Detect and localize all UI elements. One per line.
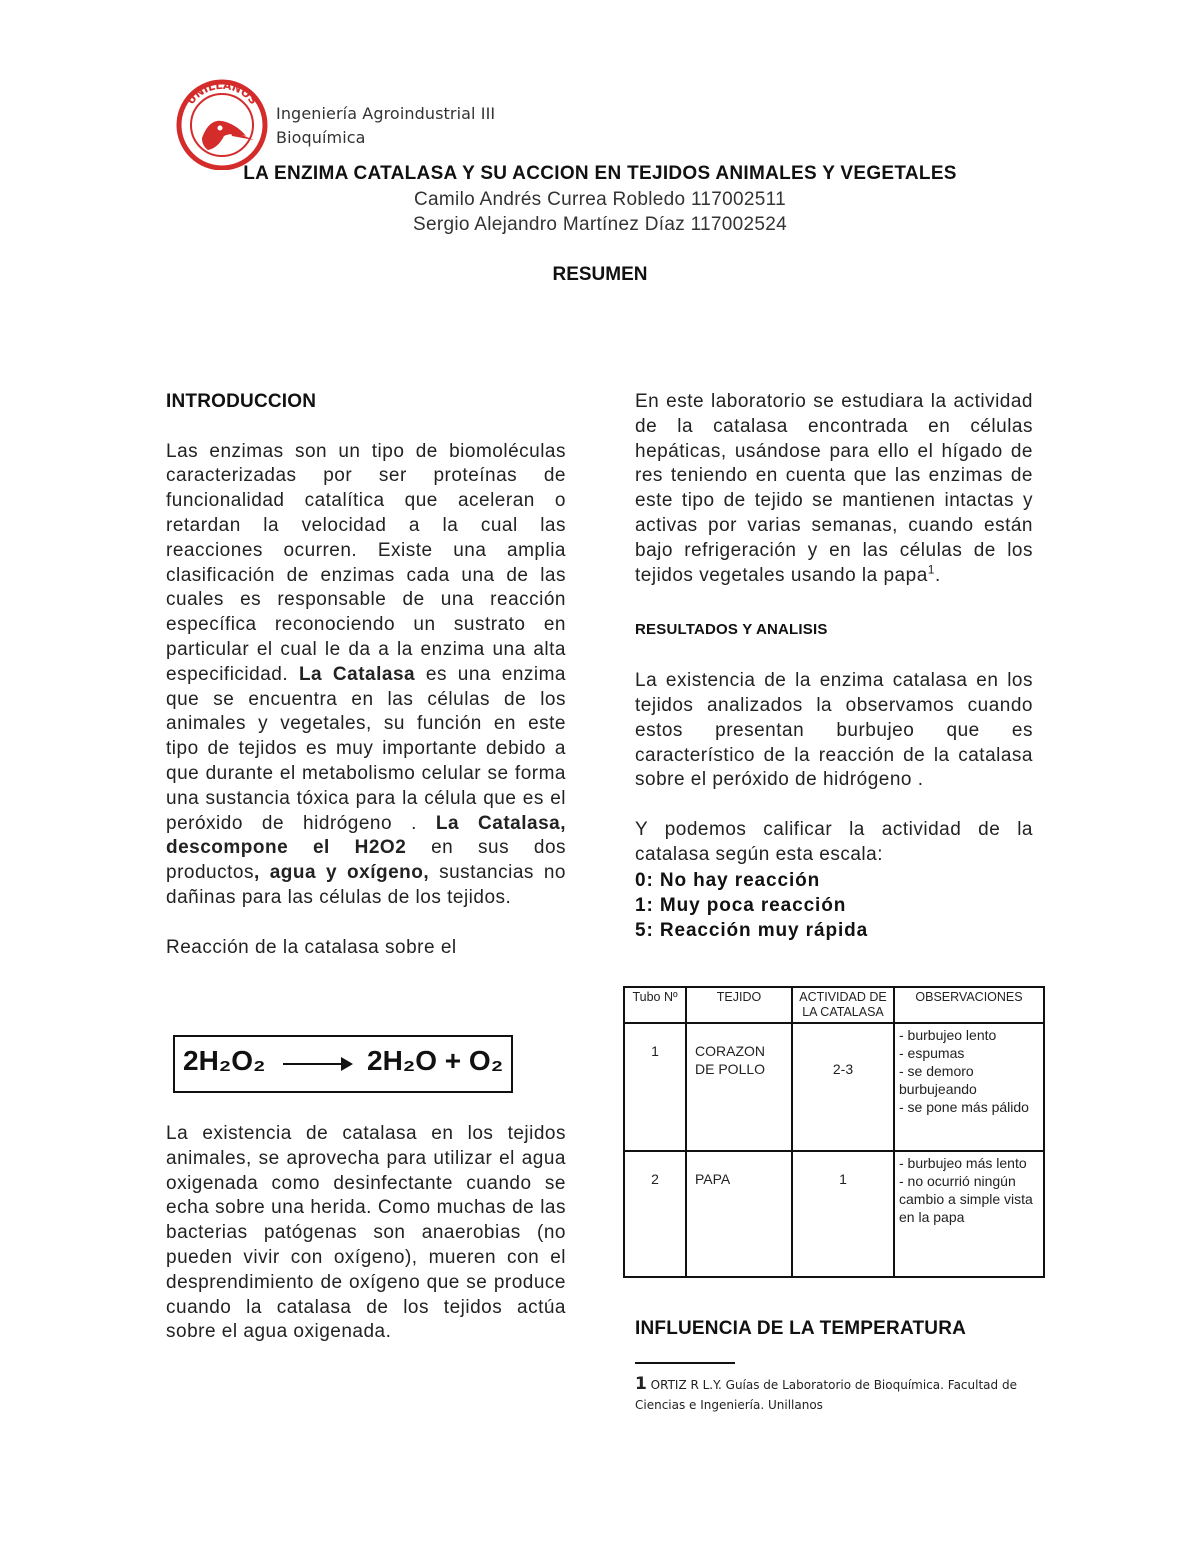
cell-tubo: 2 [624,1151,686,1277]
cell-actividad: 2-3 [792,1023,894,1151]
cell-observaciones [894,1151,1044,1277]
university-logo [172,78,272,170]
table-header-row [624,987,1044,1023]
document-title: LA ENZIMA CATALASA Y SU ACCION EN TEJIDOS ANIMALES Y VEGETALES [243,163,957,184]
right-column [635,390,1033,943]
observation: - burbujeo más lento [899,1155,1027,1171]
reaction-arrow-icon [283,1063,347,1065]
arrow-head-icon [341,1057,353,1071]
observation: - burbujeo lento [899,1027,997,1043]
observation: - se demoro burbujeando [899,1063,977,1097]
results-paragraph: La existencia de la enzima catalasa en los tejidos analizados la observamos cuando estos presentan burbujeo que es característico de la reacción de la catalasa sobre el peróxido de hidrógeno . [635,670,1033,791]
intro-paragraph: Las enzimas son un tipo de biomoléculas caracterizadas por ser proteínas de funcionalidad catalítica que aceleran o retardan la velocidad a la cual las reacciones ocurren. Existe una amplia clasificación de enzimas cada una de las cuales es responsable de una reacción específica reconociendo un sustrato en particular el cual le da a la enzima una alta especificidad. La Catalasa es una enzima que se encuentra en las células de los animales y vegetales, su función en este tipo de tejidos es muy importante debido a que durante el metabolismo celular se forma una sustancia tóxica para la célula que es el peróxido de hidrógeno . La Catalasa, descompone el H2O2 en sus dos productos, agua y oxígeno, sustancias no dañinas para las células de los tejidos. [166,440,567,908]
disinfectant-paragraph: La existencia de catalasa en los tejidos animales, se aprovecha para utilizar el agua oxigenada como desinfectante cuando se echa sobre una herida. Como muchas de las bacterias patógenas son anaerobias (no pueden vivir con oxígeno), mueren con el desprendimiento de oxígeno que se produce cuando la catalasa de los tejidos actúa sobre el agua oxigenada. [166,1123,566,1343]
footnote-ref: 1 [927,562,935,577]
results-table [623,986,1045,1278]
column-header: ACTIVIDAD DE LA CATALASA [792,987,894,1023]
intro-heading: INTRODUCCION [166,391,317,412]
column-header: TEJIDO [686,987,792,1023]
author-1: Camilo Andrés Currea Robledo 117002511 [414,189,786,210]
equation-products: 2H₂O + O₂ [367,1045,504,1076]
footnote [635,1374,1045,1415]
lab-paragraph: En este laboratorio se estudiara la actividad de la catalasa encontrada en células hepáticas, usándose para ello el hígado de res teniendo en cuenta que las enzimas de este tipo de tejido se mantienen intactas y activas por varias semanas, cuando están bajo refrigeración y en las células de los tejidos vegetales usando la papa$^1$. [635,391,1033,586]
author-2: Sergio Alejandro Martínez Díaz 117002524 [413,214,787,235]
footnote-text: ORTIZ R L.Y. Guías de Laboratorio de Bioquímica. Facultad de Ciencias e Ingeniería. Unillanos [635,1378,1017,1412]
footnote-divider [635,1362,735,1364]
scale-item: 5: Reacción muy rápida [635,919,869,941]
table-row [624,1151,1044,1277]
logo-text: UNILLANOS [184,78,261,108]
equation-reactant: 2H₂O₂ [183,1045,266,1076]
reaction-caption: Reacción de la catalasa sobre el [166,936,457,958]
abstract-heading: RESUMEN [552,264,648,285]
cell-tejido: CORAZON DE POLLO [686,1023,792,1151]
observation: - se pone más pálido [899,1099,1029,1115]
cell-tubo: 1 [624,1023,686,1151]
cell-actividad: 1 [792,1151,894,1277]
course-name: Bioquímica [276,128,366,147]
footnote-number: 1 [635,1374,647,1394]
svg-text:UNILLANOS [184,79,260,107]
scale-intro: Y podemos calificar la actividad de la catalasa según esta escala: [635,818,1033,865]
scale-item: 1: Muy poca reacción [635,894,847,916]
temperature-heading: INFLUENCIA DE LA TEMPERATURA [635,1318,967,1339]
column-header: Tubo Nº [624,987,686,1023]
left-column-bottom [166,1122,566,1345]
observation: - espumas [899,1045,965,1061]
reaction-equation [173,1035,513,1093]
left-column [166,390,566,960]
observation: - no ocurrió ningún cambio a simple vista en la papa [899,1173,1033,1225]
cell-tejido: PAPA [686,1151,792,1277]
results-heading: RESULTADOS Y ANALISIS [635,621,828,639]
column-header: OBSERVACIONES [894,987,1044,1023]
cell-observaciones [894,1023,1044,1151]
program-name: Ingeniería Agroindustrial III [276,104,496,123]
scale-item: 0: No hay reacción [635,869,821,891]
table-row [624,1023,1044,1151]
